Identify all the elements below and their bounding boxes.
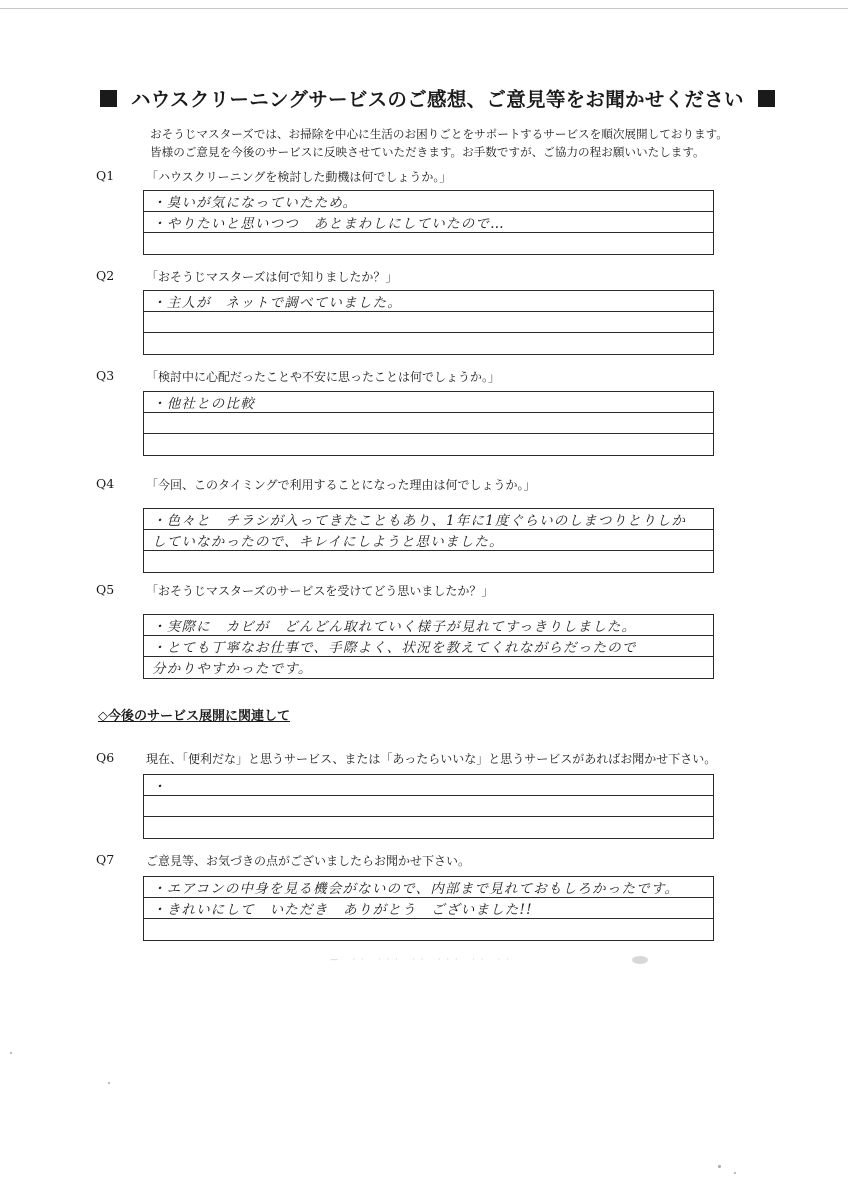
answer-line bbox=[144, 615, 713, 636]
handwritten-answer: していなかったので、キレイにしようと思いました。 bbox=[152, 534, 504, 550]
answer-line bbox=[144, 312, 713, 333]
answer-line bbox=[144, 636, 713, 657]
section-heading: ◇今後のサービス展開に関連して bbox=[98, 709, 290, 724]
answer-line bbox=[144, 212, 713, 233]
answer-line bbox=[144, 333, 713, 354]
question-number-q6: Q6 bbox=[96, 750, 115, 765]
question-text-q2: 「おそうじマスターズは何で知りましたか？」 bbox=[146, 270, 398, 284]
scan-edge bbox=[0, 8, 848, 9]
answer-box-q4 bbox=[143, 508, 714, 573]
question-text-q4: 「今回、このタイミングで利用することになった理由は何でしょうか。」 bbox=[146, 478, 536, 492]
question-number-q3: Q3 bbox=[96, 368, 115, 383]
square-bullet-right-icon bbox=[758, 90, 775, 107]
answer-line bbox=[144, 291, 713, 312]
answer-line bbox=[144, 413, 713, 434]
answer-box-q6 bbox=[143, 774, 714, 839]
handwritten-answer: ・臭いが気になっていたため。 bbox=[152, 195, 358, 211]
question-number-q2: Q2 bbox=[96, 268, 115, 283]
square-bullet-left-icon bbox=[100, 90, 117, 107]
answer-line bbox=[144, 817, 713, 838]
question-text-q5: 「おそうじマスターズのサービスを受けてどう思いましたか？」 bbox=[146, 584, 494, 598]
answer-line bbox=[144, 775, 713, 796]
answer-line bbox=[144, 233, 713, 254]
question-text-q7: ご意見等、お気づきの点がございましたらお聞かせ下さい。 bbox=[146, 854, 471, 868]
question-number-q7: Q7 bbox=[96, 852, 115, 867]
question-text-q1: 「ハウスクリーニングを検討した動機は何でしょうか。」 bbox=[146, 170, 452, 184]
answer-line bbox=[144, 530, 713, 551]
scan-speck bbox=[718, 1165, 721, 1168]
intro-line-1: おそうじマスターズでは、お掃除を中心に生活のお困りごとをサポートするサービスを順次展開しております。 bbox=[150, 127, 728, 141]
handwritten-answer: 分かりやすかったです。 bbox=[152, 661, 313, 677]
answer-line bbox=[144, 392, 713, 413]
handwritten-answer: ・ bbox=[152, 779, 167, 795]
answer-line bbox=[144, 551, 713, 572]
page-title-text: ハウスクリーニングサービスのご感想、ご意見等をお聞かせください bbox=[131, 88, 744, 111]
answer-line bbox=[144, 657, 713, 678]
answer-line bbox=[144, 509, 713, 530]
handwritten-answer: ・とても丁寧なお仕事で、手際よく、状況を教えてくれながらだったので bbox=[152, 640, 637, 656]
scan-speck bbox=[108, 1082, 110, 1084]
handwritten-answer: ・実際に カビが どんどん取れていく様子が見れてすっきりしました。 bbox=[152, 619, 637, 635]
answer-line bbox=[144, 434, 713, 455]
handwritten-answer: ・エアコンの中身を見る機会がないので、内部まで見れておもしろかったです。 bbox=[152, 881, 680, 897]
question-number-q1: Q1 bbox=[96, 168, 115, 183]
question-text-q3: 「検討中に心配だったことや不安に思ったことは何でしょうか。」 bbox=[146, 370, 501, 384]
scan-speck bbox=[632, 956, 648, 964]
handwritten-answer: ・やりたいと思いつつ あとまわしにしていたので… bbox=[152, 216, 505, 232]
question-text-q6: 現在、「便利だな」と思うサービス、または「あったらいいな」と思うサービスがあればお聞かせ下さい。 bbox=[146, 752, 717, 766]
answer-line bbox=[144, 877, 713, 898]
scan-speck bbox=[10, 1052, 12, 1054]
answer-box-q3 bbox=[143, 391, 714, 456]
answer-line bbox=[144, 796, 713, 817]
page-title bbox=[100, 84, 790, 112]
answer-box-q5 bbox=[143, 614, 714, 679]
handwritten-answer: ・きれいにして いただき ありがとう ございました!! bbox=[152, 902, 533, 918]
handwritten-answer: ・色々と チラシが入ってきたこともあり、1年に1度ぐらいのしまつりとりしか bbox=[152, 513, 687, 529]
question-number-q4: Q4 bbox=[96, 476, 115, 491]
answer-line bbox=[144, 191, 713, 212]
handwritten-answer: ・主人が ネットで調べていました。 bbox=[152, 295, 402, 311]
scan-speck bbox=[734, 1172, 736, 1174]
faint-scan-residue: — ·· ··· ·· ··· ·· ·· bbox=[330, 955, 515, 964]
answer-box-q1 bbox=[143, 190, 714, 255]
answer-line bbox=[144, 919, 713, 940]
handwritten-answer: ・他社との比較 bbox=[152, 396, 255, 412]
answer-box-q2 bbox=[143, 290, 714, 355]
question-number-q5: Q5 bbox=[96, 582, 115, 597]
answer-box-q7 bbox=[143, 876, 714, 941]
intro-line-2: 皆様のご意見を今後のサービスに反映させていただきます。お手数ですが、ご協力の程お願いいたします。 bbox=[150, 145, 705, 159]
answer-line bbox=[144, 898, 713, 919]
